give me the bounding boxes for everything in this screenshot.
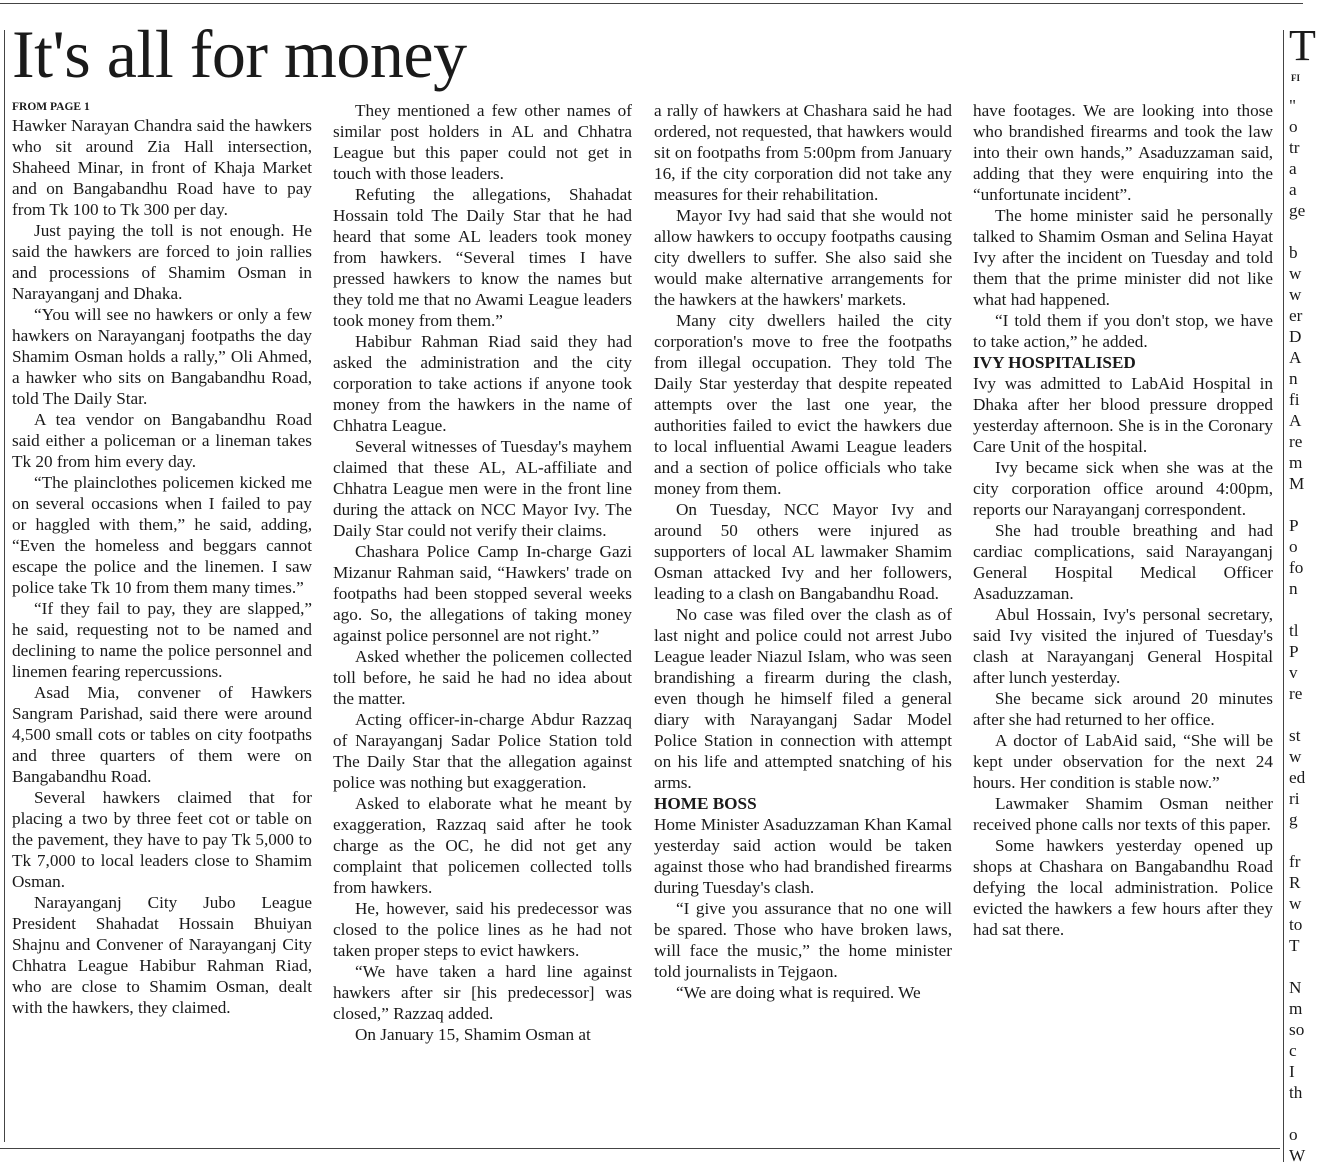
next-story-line-fragment: R (1289, 873, 1301, 892)
next-story-line-fragment: N (1289, 978, 1302, 997)
article-column-2 (333, 100, 632, 1045)
next-story-line-fragment: w (1289, 747, 1302, 766)
paragraph: “We have taken a hard line against hawkers after sir [his predecessor] was closed,” Razzaq added. (333, 962, 632, 1023)
next-story-line-fragment: P (1289, 642, 1299, 661)
left-column-rule (4, 30, 5, 1142)
top-rule (0, 3, 1303, 4)
paragraph: have footages. We are looking into those who brandished firearms and took the law into their own hands,” Asaduzzaman said, adding that they were enquiring into the “unfortunate incident”. (973, 101, 1273, 204)
paragraph: Some hawkers yesterday opened up shops at Chashara on Bangabandhu Road defying the local administration. Police evicted the hawkers a few hours after they had sat there. (973, 836, 1273, 939)
subhead-ivy-hospitalised: IVY HOSPITALISED (973, 353, 1136, 372)
next-story-line-fragment: w (1289, 285, 1302, 304)
paragraph: “The plainclothes policemen kicked me on several occasions when I failed to pay or haggled with them,” he said, adding, “Even the homeless and beggars cannot escape the police and the linemen. I saw police take Tk 10 from them many times.” (12, 473, 312, 597)
next-story-line-fragment: o (1289, 117, 1298, 136)
next-story-line-fragment: I (1289, 1062, 1295, 1081)
next-story-line-fragment: fi (1289, 390, 1300, 409)
next-story-line-fragment: a (1289, 180, 1297, 199)
paragraph: Mayor Ivy had said that she would not allow hawkers to occupy footpaths causing city dwellers to suffer. She also said she would make alternative arrangements for the hawkers at the hawkers' markets. (654, 206, 952, 309)
paragraph: Narayanganj City Jubo League President Shahadat Hossain Bhuiyan Shajnu and Convener of Narayanganj City Chhatra League Habibur Rahman Riad, who are close to Shamim Osman, dealt with the hawkers, they claimed. (12, 893, 312, 1017)
paragraph: Asked whether the policemen collected toll before, he said he had no idea about the matter. (333, 647, 632, 708)
next-story-line-fragment: D (1289, 327, 1302, 346)
next-story-line-fragment: tr (1289, 138, 1300, 157)
paragraph: On Tuesday, NCC Mayor Ivy and around 50 others were injured as supporters of local AL lawmaker Shamim Osman attacked Ivy and her followers, leading to a clash on Bangabandhu Road. (654, 500, 952, 603)
next-story-line-fragment (1289, 599, 1329, 620)
paragraph: Just paying the toll is not enough. He said the hawkers are forced to join rallies and processions of Shamim Osman in Narayanganj and Dhaka. (12, 221, 312, 303)
next-story-line-fragment: M (1289, 474, 1305, 493)
kicker: FROM PAGE 1 (12, 101, 90, 113)
bottom-rule (0, 1148, 1280, 1149)
paragraph: He, however, said his predecessor was closed to the police lines as he had not taken proper steps to evict hawkers. (333, 899, 632, 960)
next-story-line-fragment: o (1289, 1125, 1298, 1144)
next-story-line-fragment: re (1289, 432, 1303, 451)
next-story-line-fragment: o (1289, 537, 1298, 556)
paragraph: Ivy was admitted to LabAid Hospital in Dhaka after her blood pressure dropped yesterday afternoon. She is in the Coronary Care Unit of the hospital. (973, 374, 1273, 456)
next-story-line-fragment (1289, 1103, 1329, 1124)
next-story-text-fragments (1289, 95, 1329, 1166)
next-story-line-fragment: m (1289, 999, 1303, 1018)
next-story-line-fragment: ri (1289, 789, 1300, 808)
next-story-line-fragment: fr (1289, 852, 1301, 871)
paragraph: “I give you assurance that no one will be spared. Those who have broken laws, will face the music,” the home minister told journalists in Tejgaon. (654, 899, 952, 981)
paragraph: Asad Mia, convener of Hawkers Sangram Parishad, said there were around 4,500 small cots or tables on city footpaths and three quarters of them were on Bangabandhu Road. (12, 683, 312, 786)
paragraph: Several witnesses of Tuesday's mayhem claimed that these AL, AL-affiliate and Chhatra League men were in the front line during the attack on NCC Mayor Ivy. The Daily Star could not verify their claims. (333, 437, 632, 540)
paragraph: Home Minister Asaduzzaman Khan Kamal yesterday said action would be taken against those who had brandished firearms during Tuesday's clash. (654, 815, 952, 897)
next-story-line-fragment: W (1289, 1146, 1306, 1165)
next-story-line-fragment: w (1289, 264, 1302, 283)
paragraph: “I told them if you don't stop, we have to take action,” he added. (973, 311, 1273, 351)
next-story-line-fragment: A (1289, 411, 1302, 430)
next-story-line-fragment: T (1289, 936, 1300, 955)
paragraph: The home minister said he personally talked to Shamim Osman and Selina Hayat Ivy after the incident on Tuesday and told them that the prime minister did not like what had happened. (973, 206, 1273, 309)
next-story-line-fragment: a (1289, 159, 1297, 178)
next-story-line-fragment: P (1289, 516, 1299, 535)
paragraph: “You will see no hawkers or only a few hawkers on Narayanganj footpaths the day Shamim Osman holds a rally,” Oli Ahmed, a hawker who sits on Bangabandhu Road, told The Daily Star. (12, 305, 312, 408)
paragraph: On January 15, Shamim Osman at (355, 1025, 591, 1044)
right-column-rule (1283, 30, 1284, 1162)
next-story-line-fragment: st (1289, 726, 1301, 745)
article-column-1 (12, 100, 312, 1018)
next-story-line-fragment: n (1289, 579, 1298, 598)
next-story-line-fragment: tl (1289, 621, 1299, 640)
next-story-line-fragment: ge (1289, 201, 1306, 220)
next-story-line-fragment: g (1289, 810, 1298, 829)
paragraph: “We are doing what is required. We (676, 983, 921, 1002)
next-story-line-fragment: th (1289, 1083, 1303, 1102)
next-story-line-fragment (1289, 221, 1329, 242)
headline: It's all for money (12, 16, 467, 92)
article-column-4 (973, 100, 1273, 940)
paragraph: Several hawkers claimed that for placing a two by three feet cot or table on the pavement, they have to pay Tk 5,000 to Tk 7,000 to local leaders close to Shamim Osman. (12, 788, 312, 891)
paragraph: A tea vendor on Bangabandhu Road said either a policeman or a lineman takes Tk 20 from him every day. (12, 410, 312, 471)
next-story-kicker-fragment: FI (1291, 73, 1300, 83)
next-story-line-fragment: c (1289, 1041, 1297, 1060)
next-story-headline-fragment: T (1289, 21, 1316, 70)
next-story-line-fragment: so (1289, 1020, 1305, 1039)
paragraph: Habibur Rahman Riad said they had asked the administration and the city corporation to take actions if anyone took money from the hawkers in the name of Chhatra League. (333, 332, 632, 435)
paragraph: Acting officer-in-charge Abdur Razzaq of Narayanganj Sadar Police Station told The Daily Star that the allegation against police was nothing but exaggeration. (333, 710, 632, 792)
paragraph: Hawker Narayan Chandra said the hawkers who sit around Zia Hall intersection, Shaheed Minar, in front of Khaja Market and on Bangabandhu Road have to pay from Tk 100 to Tk 300 per day. (12, 116, 312, 219)
paragraph: A doctor of LabAid said, “She will be kept under observation for the next 24 hours. Her condition is stable now.” (973, 731, 1273, 792)
next-story-line-fragment (1289, 956, 1329, 977)
next-story-line-fragment: er (1289, 306, 1303, 325)
paragraph: a rally of hawkers at Chashara said he had ordered, not requested, that hawkers would sit on footpaths from 5:00pm from January 16, if the city corporation did not take any measures for their rehabilitation. (654, 101, 952, 204)
article-column-3 (654, 100, 952, 1003)
paragraph: Ivy became sick when she was at the city corporation office around 4:00pm, reports our Narayanganj correspondent. (973, 458, 1273, 519)
next-story-line-fragment (1289, 830, 1329, 851)
next-story-line-fragment: n (1289, 369, 1298, 388)
paragraph: “If they fail to pay, they are slapped,” he said, requesting not to be named and declining to name the police personnel and linemen fearing repercussions. (12, 599, 312, 681)
next-story-line-fragment: to (1289, 915, 1303, 934)
next-story-line-fragment: v (1289, 663, 1298, 682)
subhead-home-boss: HOME BOSS (654, 794, 757, 813)
next-story-line-fragment: w (1289, 894, 1302, 913)
next-story-line-fragment (1289, 704, 1329, 725)
next-story-line-fragment: ed (1289, 768, 1306, 787)
paragraph: Asked to elaborate what he meant by exaggeration, Razzaq said after he took charge as the OC, he did not get any complaint that policemen collected tolls from hawkers. (333, 794, 632, 897)
paragraph: She had trouble breathing and had cardiac complications, said Narayanganj General Hospital Medical Officer Asaduzzaman. (973, 521, 1273, 603)
paragraph: They mentioned a few other names of similar post holders in AL and Chhatra League but this paper could not get in touch with those leaders. (333, 101, 632, 183)
paragraph: Abul Hossain, Ivy's personal secretary, said Ivy visited the injured of Tuesday's clash at Narayanganj General Hospital after lunch yesterday. (973, 605, 1273, 687)
paragraph: Many city dwellers hailed the city corporation's move to free the footpaths from illegal occupation. They told The Daily Star yesterday that despite repeated attempts over the last one year, the authorities failed to evict the hawkers due to local influential Awami League leaders and a section of police officials who take money from them. (654, 311, 952, 498)
paragraph: Chashara Police Camp In-charge Gazi Mizanur Rahman said, “Hawkers' trade on footpaths had been stopped several weeks ago. So, the allegations of taking money against police personnel are not right.” (333, 542, 632, 645)
next-story-fragment (1289, 0, 1316, 1165)
next-story-line-fragment: b (1289, 243, 1298, 262)
next-story-line-fragment (1289, 494, 1329, 515)
next-story-line-fragment: m (1289, 453, 1303, 472)
next-story-line-fragment: A (1289, 348, 1302, 367)
paragraph: She became sick around 20 minutes after she had returned to her office. (973, 689, 1273, 729)
next-story-line-fragment: fo (1289, 558, 1304, 577)
next-story-line-fragment: re (1289, 684, 1303, 703)
paragraph: Refuting the allegations, Shahadat Hossain told The Daily Star that he had heard that some AL leaders took money from hawkers. “Several times I have pressed hawkers to know the names but they told me that no Awami League leaders took money from them.” (333, 185, 632, 330)
paragraph: No case was filed over the clash as of last night and police could not arrest Jubo League leader Niazul Islam, who was seen brandishing a firearm during the clash, even though he himself filed a general diary with Narayanganj Sadar Model Police Station in connection with attempt on his life and attempted snatching of his arms. (654, 605, 952, 792)
next-story-line-fragment: " (1289, 96, 1297, 115)
paragraph: Lawmaker Shamim Osman neither received phone calls nor texts of this paper. (973, 794, 1273, 834)
